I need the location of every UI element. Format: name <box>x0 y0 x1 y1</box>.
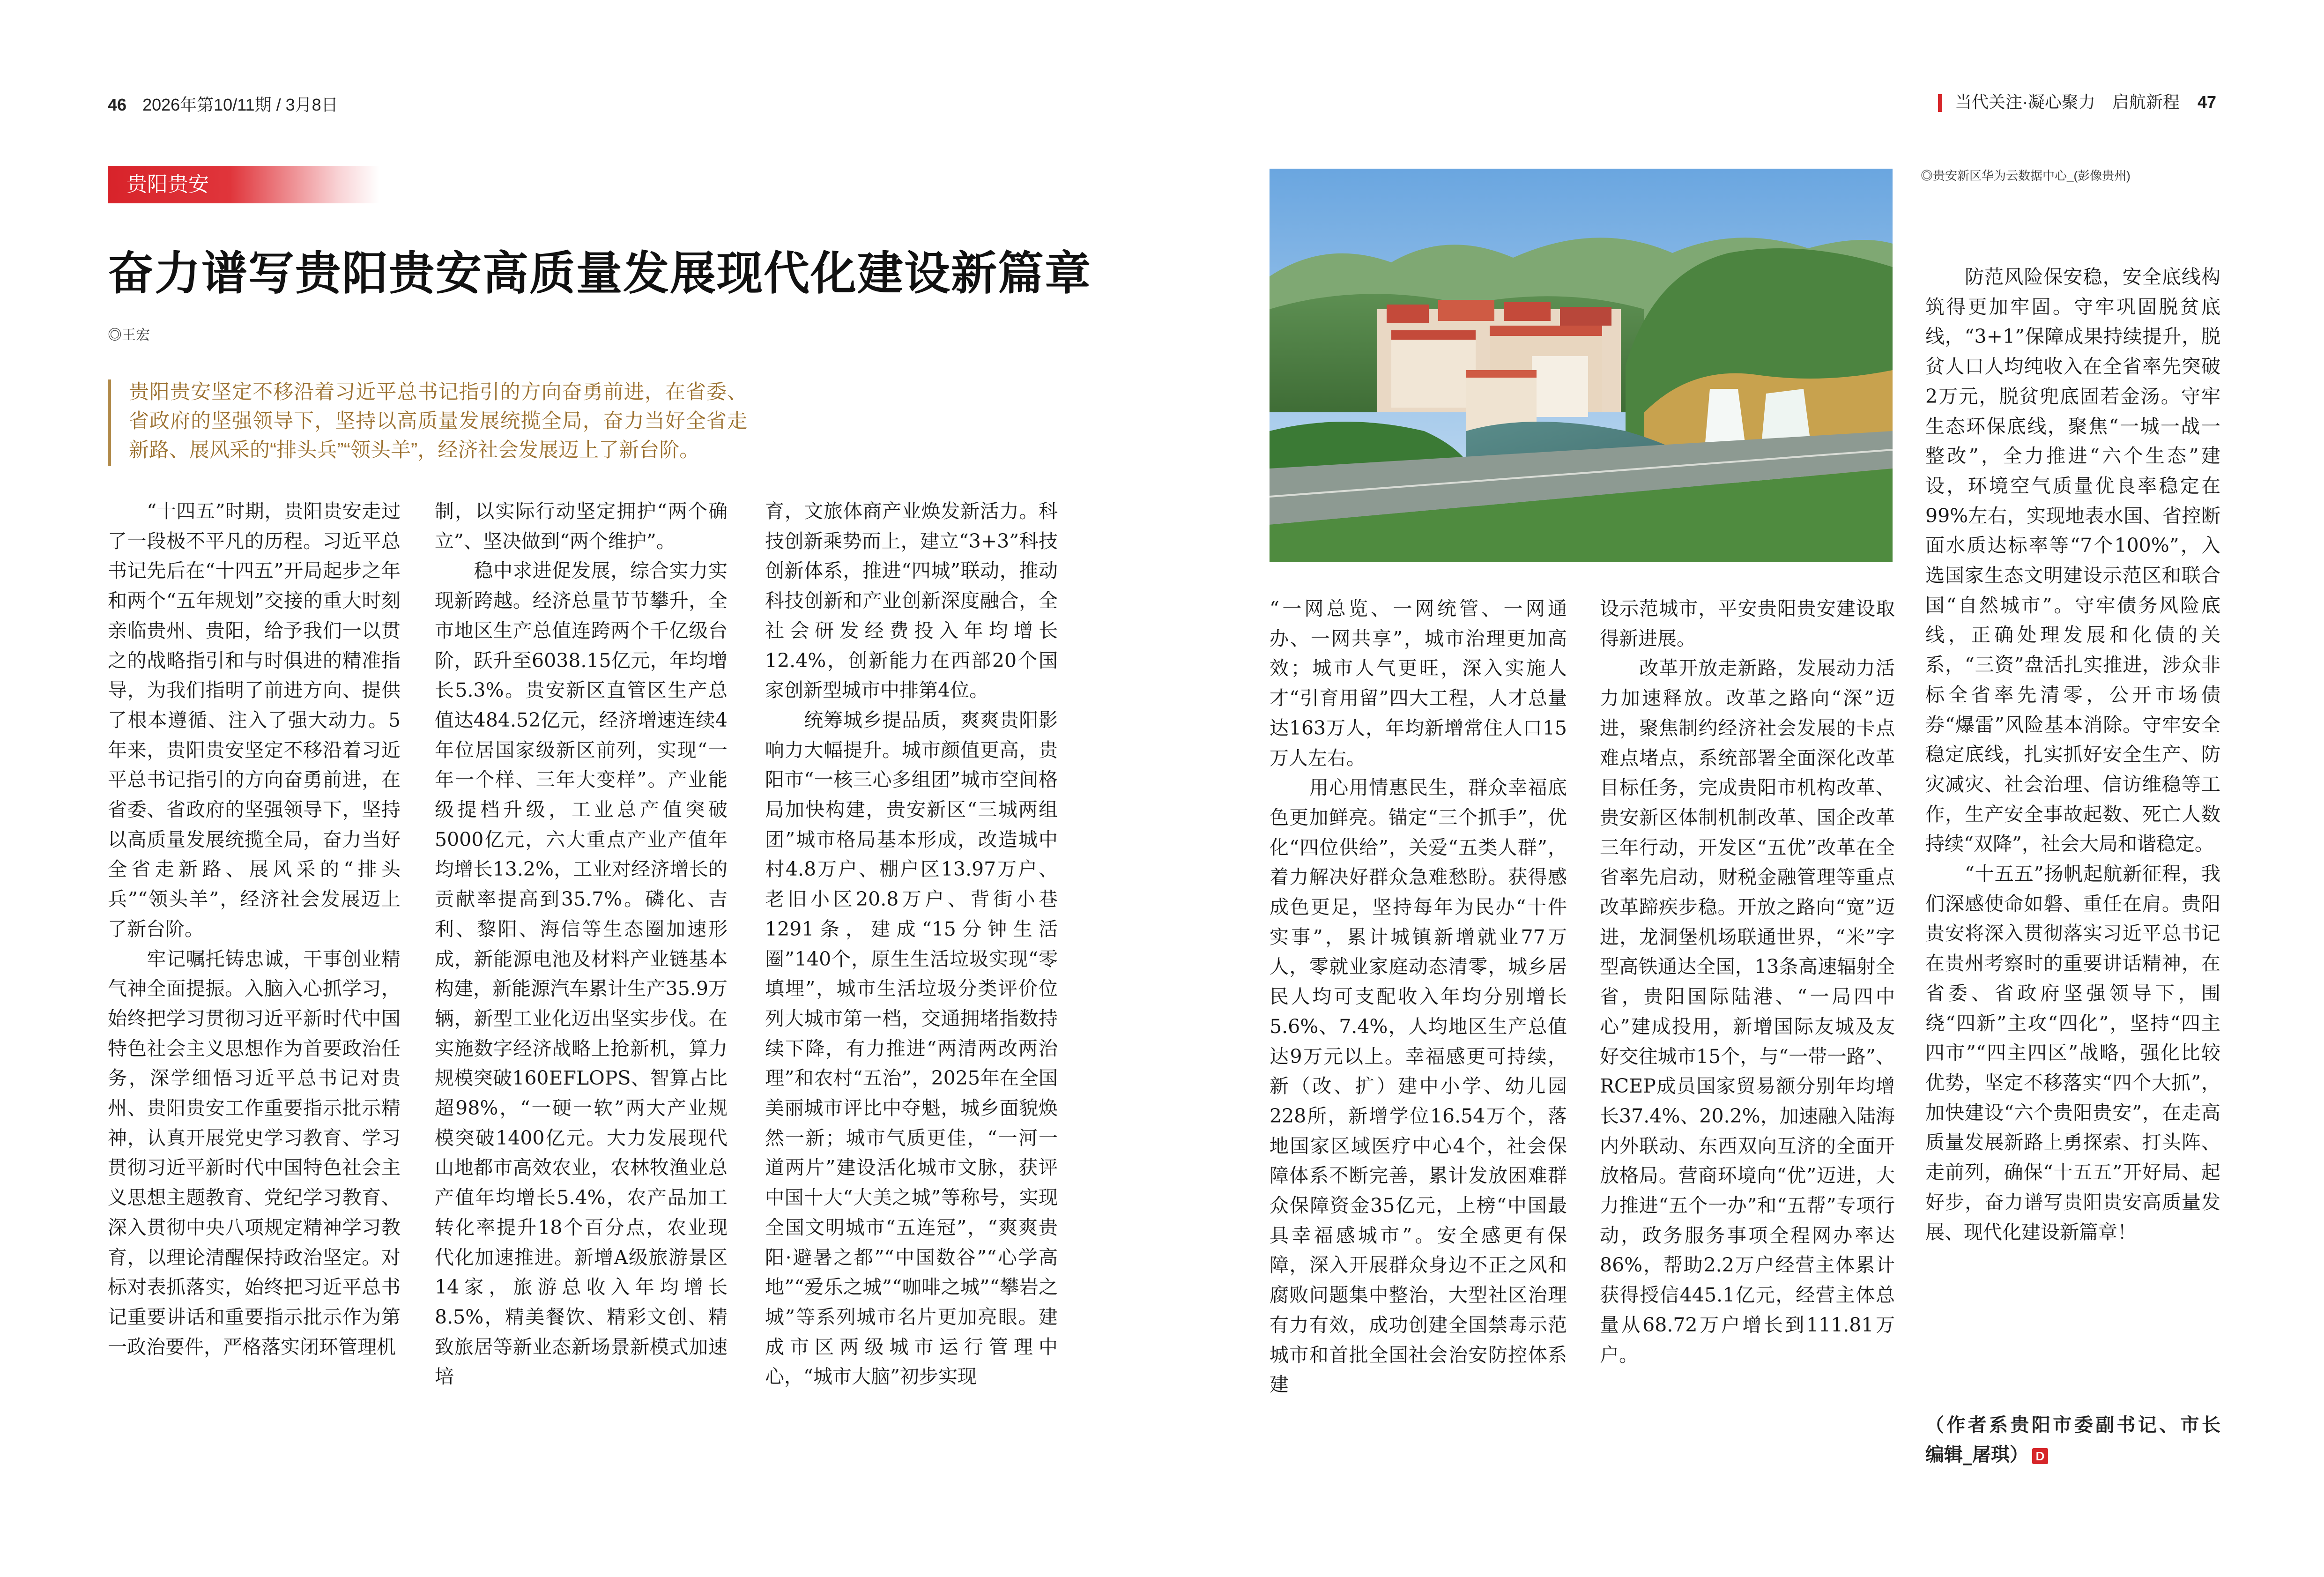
article-lead <box>108 379 750 466</box>
left-page-number: 46 <box>108 95 127 114</box>
article-photo <box>1270 169 1893 562</box>
article-title: 奋力谱写贵阳贵安高质量发展现代化建设新篇章 <box>108 246 1092 300</box>
author-signature <box>1925 1410 2239 1469</box>
body-column-5: 设示范城市，平安贵阳贵安建设取得新进展。 改革开放走新路，发展动力活力加速释放。改革之路向“深”迈进，聚焦制约经济社会发展的卡点难点堵点，系统部署全面深化改革目标任务，完成贵阳市机构改革、贵安新区体制机制改革、国企改革三年行动，开发区“五优”改革在全省率先启动，财税金融管理等重点改革蹄疾步稳。开放之路向“宽”迈进，龙洞堡机场联通世界，“米”字型高铁通达全国，13条高速辐射全省，贵阳国际陆港、“一局四中心”建成投用，新增国际友城及友好交往城市15个，与“一带一路”、RCEP成员国家贸易额分别年均增长37.4%、20.2%，加速融入陆海内外联动、东西双向互济的全面开放格局。营商环境向“优”迈进，大力推进“五个一办”和“五帮”专项行动，政务服务事项全程网办率达86%，帮助2.2万户经营主体累计获得授信445.1亿元，经营主体总量从68.72万户增长到111.81万户。 <box>1600 597 1895 1366</box>
section-tag: 贵阳贵安 <box>108 166 379 203</box>
lead-accent-line <box>108 379 111 466</box>
section-header: 当代关注·凝心聚力 启航新程 <box>1954 92 2180 112</box>
lead-text: 贵阳贵安坚定不移沿着习近平总书记指引的方向奋勇前进，在省委、省政府的坚强领导下，坚持以高质量发展统揽全局，奋力当好全省走新路、展风采的“排头兵”“领头羊”，经济社会发展迈上了新台阶。 <box>129 381 747 461</box>
body-column-1: “十四五”时期，贵阳贵安走过了一段极不平凡的历程。习近平总书记先后在“十四五”开局起步之年和两个“五年规划”交接的重大时刻亲临贵州、贵阳，给予我们一以贯之的战略指引和与时俱进的精准指导，为我们指明了前进方向、提供了根本遵循、注入了强大动力。5年来，贵阳贵安坚定不移沿着习近平总书记指引的方向奋勇前进，在省委、省政府的坚强领导下，坚持以高质量发展统揽全局，奋力当好全省走新路、展风采的“排头兵”“领头羊”，经济社会发展迈上了新台阶。 牢记嘱托铸忠诚，干事创业精气神全面提振。入脑入心抓学习，始终把学习贯彻习近平新时代中国特色社会主义思想作为首要政治任务，深学细悟习近平总书记对贵州、贵阳贵安工作重要指示批示精神，认真开展党史学习教育、学习贯彻习近平新时代中国特色社会主义思想主题教育、党纪学习教育、深入贯彻中央八项规定精神学习教育，以理论清醒保持政治坚定。对标对表抓落实，始终把习近平总书记重要讲话和重要指示批示作为第一政治要件，严格落实闭环管理机 <box>108 500 401 1358</box>
body-column-2: 制，以实际行动坚定拥护“两个确立”、坚决做到“两个维护”。 稳中求进促发展，综合实力实现新跨越。经济总量节节攀升，全市地区生产总值连跨两个千亿级台阶，跃升至6038.15亿元，年均增长5.3%。贵安新区直管区生产总值达484.52亿元，经济增速连续4年位居国家级新区前列，实现“一年一个样、三年大变样”。产业能级提档升级，工业总产值突破5000亿元，六大重点产业产值年均增长13.2%，工业对经济增长的贡献率提高到35.7%。磷化、吉利、黎阳、海信等生态圈加速形成，新能源电池及材料产业链基本构建，新能源汽车累计生产35.9万辆，新型工业化迈出坚实步伐。在实施数字经济战略上抢新机，算力规模突破160EFLOPS、智算占比超98%，“一硬一软”两大产业规模突破1400亿元。大力发展现代山地都市高效农业，农林牧渔业总产值年均增长5.4%，农产品加工转化率提升18个百分点，农业现代化加速推进。新增A级旅游景区14家，旅游总收入年均增长8.5%，精美餐饮、精彩文创、精致旅居等新业态新场景新模式加速培 <box>435 500 728 1388</box>
right-page-header <box>1938 89 2216 113</box>
issue-info: 2026年第10/11期 / 3月8日 <box>142 95 338 114</box>
body-column-3: 育，文旅体商产业焕发新活力。科技创新乘势而上，建立“3+3”科技创新体系，推进“四城”联动，推动科技创新和产业创新深度融合，全社会研发经费投入年均增长12.4%，创新能力在西部20个国家创新型城市中排第4位。 统筹城乡提品质，爽爽贵阳影响力大幅提升。城市颜值更高，贵阳市“一核三心多组团”城市空间格局加快构建，贵安新区“三城两组团”城市格局基本形成，改造城中村4.8万户、棚户区13.97万户、老旧小区20.8万户、背街小巷1291条，建成“15分钟生活圈”140个，原生生活垃圾实现“零填埋”，城市生活垃圾分类评价位列大城市第一档，交通拥堵指数持续下降，有力推进“两清两改两治理”和农村“五治”，2025年在全国美丽城市评比中夺魁，城乡面貌焕然一新；城市气质更佳，“一河一道两片”建设活化城市文脉，获评中国十大“大美之城”等称号，实现全国文明城市“五连冠”，“爽爽贵阳·避暑之都”“中国数谷”“心学高地”“爱乐之城”“咖啡之城”“攀岩之城”等系列城市名片更加亮眼。建成市区两级城市运行管理中心，“城市大脑”初步实现 <box>765 500 1058 1388</box>
end-mark-icon: D <box>2032 1448 2048 1464</box>
article-author: ◎王宏 <box>108 327 150 343</box>
right-page-number: 47 <box>2197 92 2216 112</box>
body-column-6: 防范风险保安稳，安全底线构筑得更加牢固。守牢巩固脱贫底线，“3+1”保障成果持续提升，脱贫人口人均纯收入在全省率先突破2万元，脱贫兜底固若金汤。守牢生态环保底线，聚焦“一城一战一整改”，全力推进“六个生态”建设，环境空气质量优良率稳定在99%左右，实现地表水国、省控断面水质达标率等“7个100%”，入选国家生态文明建设示范区和联合国“自然城市”。守牢债务风险底线，正确处理发展和化债的关系，“三资”盘活扎实推进，涉众非标全省率先清零，公开市场债券“爆雷”风险基本消除。守牢安全稳定底线，扎实抓好安全生产、防灾减灾、社会治理、信访维稳等工作，生产安全事故起数、死亡人数持续“双降”，社会大局和谐稳定。 “十五五”扬帆起航新征程，我们深感使命如磐、重任在肩。贵阳贵安将深入贯彻落实习近平总书记在贵州考察时的重要讲话精神，在省委、省政府坚强领导下，围绕“四新”主攻“四化”，坚持“四主四市”“四主四区”战略，强化比较优势，坚定不移落实“四个大抓”，加快建设“六个贵阳贵安”，在走高质量发展新路上勇探索、打头阵、走前列，确保“十五五”开好局、起好步，奋力谱写贵阳贵安高质量发展、现代化建设新篇章！ <box>1925 266 2220 1243</box>
body-column-4: “一网总览、一网统管、一网通办、一网共享”，城市治理更加高效；城市人气更旺，深入实施人才“引育用留”四大工程，人才总量达163万人，年均新增常住人口15万人左右。 用心用情惠民生，群众幸福底色更加鲜亮。锚定“三个抓手”，优化“四位供给”，关爱“五类人群”，着力解决好群众急难愁盼。获得感成色更足，坚持每年为民办“十件实事”，累计城镇新增就业77万人，零就业家庭动态清零，城乡居民人均可支配收入年均分别增长5.6%、7.4%，人均地区生产总值达9万元以上。幸福感更可持续，新（改、扩）建中小学、幼儿园228所，新增学位16.54万个，落地国家区域医疗中心4个，社会保障体系不断完善，累计发放困难群众保障资金35亿元，上榜“中国最具幸福感城市”。安全感更有保障，深入开展群众身边不正之风和腐败问题集中整治，大型社区治理有力有效，成功创建全国禁毒示范城市和首批全国社会治安防控体系建 <box>1270 597 1567 1396</box>
signature-text: （作者系贵阳市委副书记、市长 编辑_屠琪） <box>1925 1414 2239 1465</box>
data-center-photo <box>1270 169 1893 562</box>
header-accent-bar <box>1938 94 1942 112</box>
left-page-header <box>108 92 338 116</box>
photo-caption: ◎贵安新区华为云数据中心_(彭像贵州) <box>1921 169 2131 183</box>
